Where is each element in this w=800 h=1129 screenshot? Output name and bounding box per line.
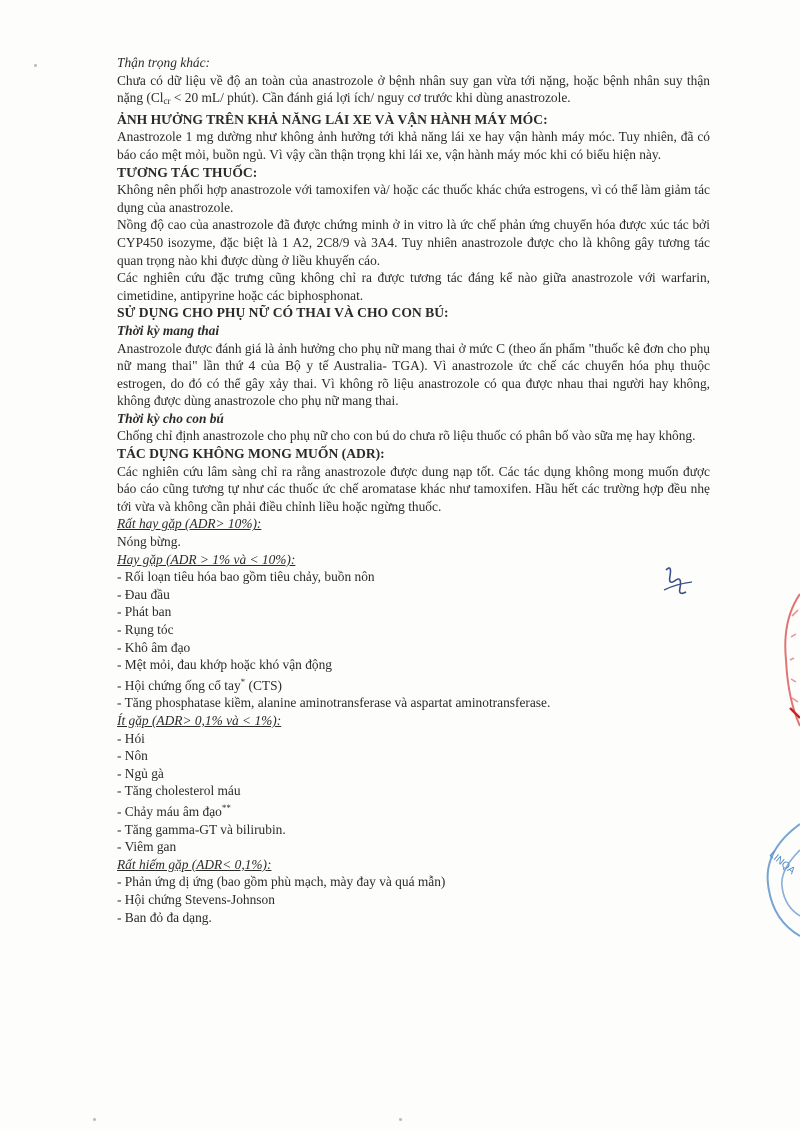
- interaction-p2: Nồng độ cao của anastrozole đã được chứng minh ở in vitro là ức chế phản ứng chuyển hóa được xúc tác bởi CYP450 isozyme, đặc biệt là 1 A2, 2C8/9 và 3A4. Tuy nhiên anastrozole được cho là không gây tương tác quan trọng nào khi được dùng ở liều khuyến cáo.: [117, 217, 710, 268]
- scan-speck: [34, 64, 37, 67]
- caution-text: Chưa có dữ liệu về độ an toàn của anastrozole ở bệnh nhân suy gan vừa tới nặng, hoặc bệnh nhân suy thận nặng ($Cl_{cr} < 20$ mL/ phút). Cần đánh giá lợi ích/ nguy cơ trước khi dùng anastrozole.: [117, 72, 710, 107]
- list-item: - Ban đỏ đa dạng.: [117, 909, 212, 925]
- driving-heading: ẢNH HƯỞNG TRÊN KHẢ NĂNG LÁI XE VÀ VẬN HÀNH MÁY MÓC:: [117, 111, 548, 127]
- uncommon-label: Ít gặp (ADR> 0,1% và < 1%):: [117, 712, 282, 728]
- stamp-lettering: LINQA: [766, 849, 797, 877]
- adr-text: Các nghiên cứu lâm sàng chỉ ra rằng anastrozole được dung nạp tốt. Các tác dụng không mong muốn được báo cáo cũng tương tự như các thuốc ức chế aromatase khác như tamoxifen. Hầu hết các trường hợp đều nhẹ tới vừa và không cần phải điều chỉnh liều hoặc ngừng thuốc.: [117, 463, 710, 514]
- common-label: Hay gặp (ADR > 1% và < 10%):: [117, 551, 296, 567]
- rare-label: Rất hiếm gặp (ADR< 0,1%):: [117, 856, 272, 872]
- list-item-bleeding: - Chảy máu âm đạo**: [117, 802, 231, 819]
- pregnancy-heading: SỬ DỤNG CHO PHỤ NỮ CÓ THAI VÀ CHO CON BÚ:: [117, 305, 449, 321]
- document-body: [117, 54, 710, 926]
- scan-speck: [93, 1118, 96, 1121]
- signature-mark: [658, 562, 698, 598]
- list-item: - Mệt mỏi, đau khớp hoặc khó vận động: [117, 657, 332, 673]
- list-item: - Hội chứng Stevens-Johnson: [117, 891, 275, 907]
- pregnancy-subheading: Thời kỳ mang thai: [117, 322, 220, 338]
- red-stamp-fragment: [760, 590, 800, 730]
- list-item: - Ngủ gà: [117, 765, 164, 781]
- list-item: - Phát ban: [117, 604, 172, 620]
- scan-speck: [399, 1118, 402, 1121]
- pregnancy-text: Anastrozole được đánh giá là ảnh hưởng cho phụ nữ mang thai ở mức C (theo ấn phẩm "thuốc kê đơn cho phụ nữ mang thai" lần thứ 4 của Bộ y tế Australia- TGA). Vì anastrozole ức chế các chuyển hóa phụ thuộc estrogen, do đó có thể gây xảy thai. Vì không rõ liệu anastrozole có qua được nhau thai người hay không, không được dùng anastrozole cho phụ nữ mang thai.: [117, 340, 710, 409]
- list-item: - Tăng gamma-GT và bilirubin.: [117, 821, 286, 837]
- list-item-cts: - Hội chứng ống cổ tay* (CTS): [117, 676, 282, 693]
- list-item: - Nôn: [117, 748, 148, 764]
- list-item: - Phản ứng dị ứng (bao gồm phù mạch, mày đay và quá mẫn): [117, 874, 446, 890]
- caution-title: Thận trọng khác:: [117, 55, 210, 70]
- lactation-text: Chống chỉ định anastrozole cho phụ nữ cho con bú do chưa rõ liệu thuốc có phân bố vào sữa mẹ hay không.: [117, 428, 696, 444]
- list-item: - Rối loạn tiêu hóa bao gồm tiêu chảy, buồn nôn: [117, 569, 375, 585]
- blue-stamp-fragment: [758, 820, 800, 940]
- list-item: - Viêm gan: [117, 839, 177, 855]
- very-common-label: Rất hay gặp (ADR> 10%):: [117, 516, 262, 532]
- interaction-heading: TƯƠNG TÁC THUỐC:: [117, 164, 258, 180]
- interaction-p1: Không nên phối hợp anastrozole với tamoxifen và/ hoặc các thuốc khác chứa estrogens, vì có thể làm giảm tác dụng của anastrozole.: [117, 182, 710, 215]
- lactation-subheading: Thời kỳ cho con bú: [117, 410, 224, 426]
- interaction-p3: Các nghiên cứu đặc trưng cũng không chỉ ra được tương tác đáng kể nào giữa anastrozole với warfarin, cimetidine, antipyrine hoặc các biphosphonat.: [117, 270, 710, 303]
- adr-heading: TÁC DỤNG KHÔNG MONG MUỐN (ADR):: [117, 446, 385, 462]
- list-item: - Tăng phosphatase kiềm, alanine aminotransferase và aspartat aminotransferase.: [117, 695, 551, 711]
- list-item: - Rụng tóc: [117, 622, 174, 637]
- list-item: - Hói: [117, 730, 145, 746]
- list-item: Nóng bừng.: [117, 534, 181, 550]
- list-item: - Tăng cholesterol máu: [117, 783, 241, 799]
- driving-text: Anastrozole 1 mg dường như không ảnh hưởng tới khả năng lái xe hay vận hành máy móc. Tuy nhiên, đã có báo cáo mệt mỏi, buồn ngủ. Vì vậy cần thận trọng khi lái xe, vận hành máy móc khi có biểu hiện này.: [117, 129, 710, 162]
- list-item: - Đau đầu: [117, 586, 170, 602]
- list-item: - Khô âm đạo: [117, 639, 191, 655]
